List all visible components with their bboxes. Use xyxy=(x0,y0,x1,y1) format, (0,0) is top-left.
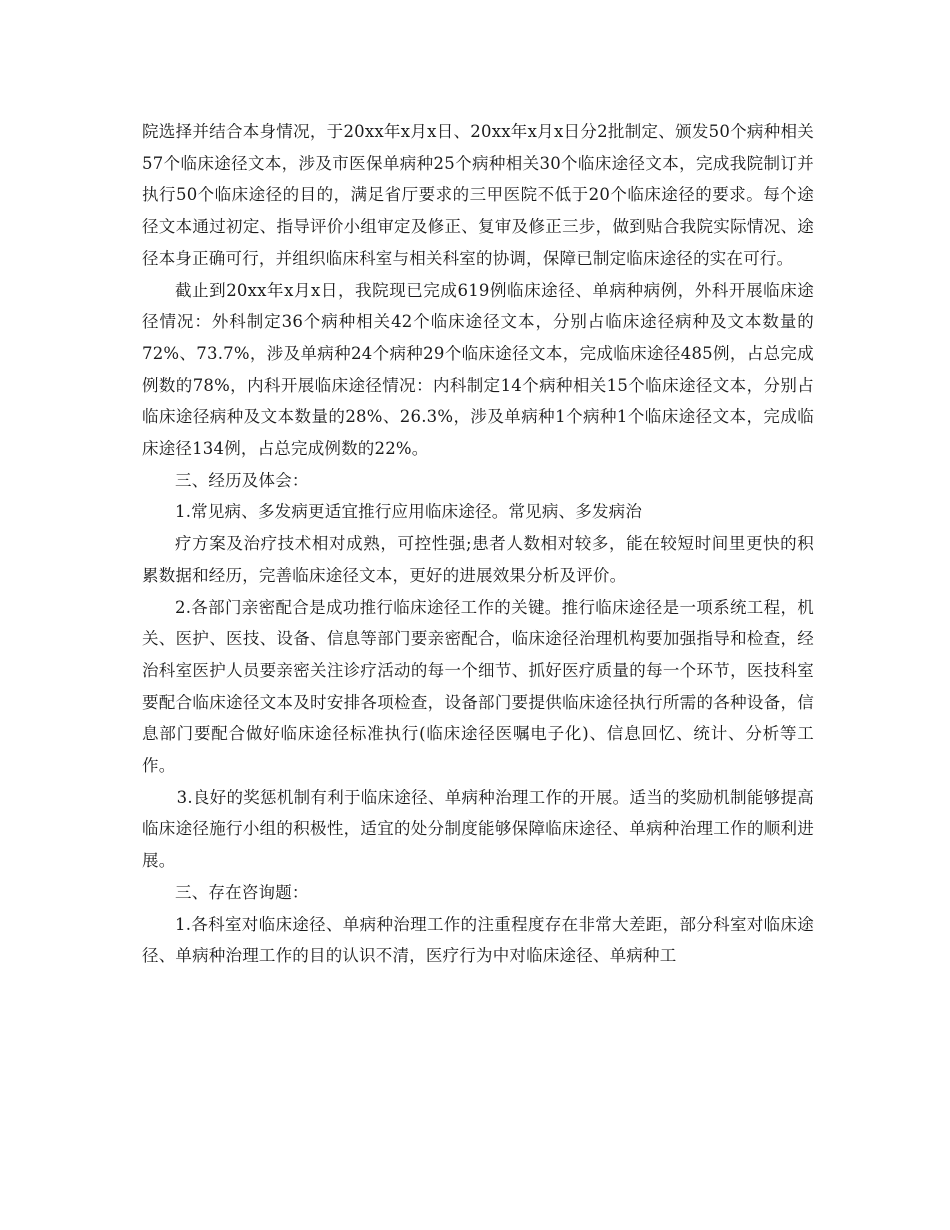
section-heading-problems: 三、存在咨询题： xyxy=(175,882,309,902)
list-item-2: 2.各部门亲密配合是成功推行临床途径工作的关键。推行临床途径是一项系统工程，机关、医护、医技、设备、信息等部门要亲密配合，临床途径治理机构要加强指导和检查，经治科室医护人员要亲密关注诊疗活动的每一个细节、抓好医疗质量的每一个环节，医技科室要配合临床途径文本及时安排各项检查，设备部门要提供临床途径执行所需的各种设备，信息部门要配合做好临床途径标准执行(临床途径医嘱电子化)、信息回忆、统计、分析等工作。 xyxy=(142,597,814,776)
problem-item-1: 1.各科室对临床途径、单病种治理工作的注重程度存在非常大差距，部分科室对临床途径、单病种治理工作的目的认识不清，医疗行为中对临床途径、单病种工 xyxy=(142,914,814,966)
paragraph-statistics: 截止到20xx年x月x日，我院现已完成619例临床途径、单病种病例，外科开展临床途径情况：外科制定36个病种相关42个临床途径文本，分别占临床途径病种及文本数量的72%、73.7%，涉及单病种24个病种29个临床途径文本，完成临床途径485例，占总完成例数的78%，内科开展临床途径情况：内科制定14个病种相关15个临床途径文本，分别占临床途径病种及文本数量的28%、26.3%，涉及单病种1个病种1个临床途径文本，完成临床途径134例，占总完成例数的22%。 xyxy=(142,280,814,459)
document-body xyxy=(142,116,814,972)
paragraph-continuation: 院选择并结合本身情况，于20xx年x月x日、20xx年x月x日分2批制定、颁发50个病种相关57个临床途径文本，涉及市医保单病种25个病种相关30个临床途径文本，完成我院制订并执行50个临床途径的目的，满足省厅要求的三甲医院不低于20个临床途径的要求。每个途径文本通过初定、指导评价小组审定及修正、复审及修正三步，做到贴合我院实际情况、途径本身正确可行，并组织临床科室与相关科室的协调，保障已制定临床途径的实在可行。 xyxy=(142,122,814,268)
list-item-1-lead: 1.常见病、多发病更适宜推行应用临床途径。常见病、多发病治 xyxy=(175,502,643,522)
list-item-3: 3.良好的奖惩机制有利于临床途径、单病种治理工作的开展。适当的奖励机制能够提高临床途径施行小组的积极性，适宜的处分制度能够保障临床途径、单病种治理工作的顺利进展。 xyxy=(142,787,814,871)
list-item-1-body: 疗方案及治疗技术相对成熟，可控性强;患者人数相对较多，能在较短时间里更快的积累数据和经历，完善临床途径文本，更好的进展效果分析及评价。 xyxy=(142,534,814,585)
section-heading-experience: 三、经历及体会： xyxy=(175,470,309,490)
